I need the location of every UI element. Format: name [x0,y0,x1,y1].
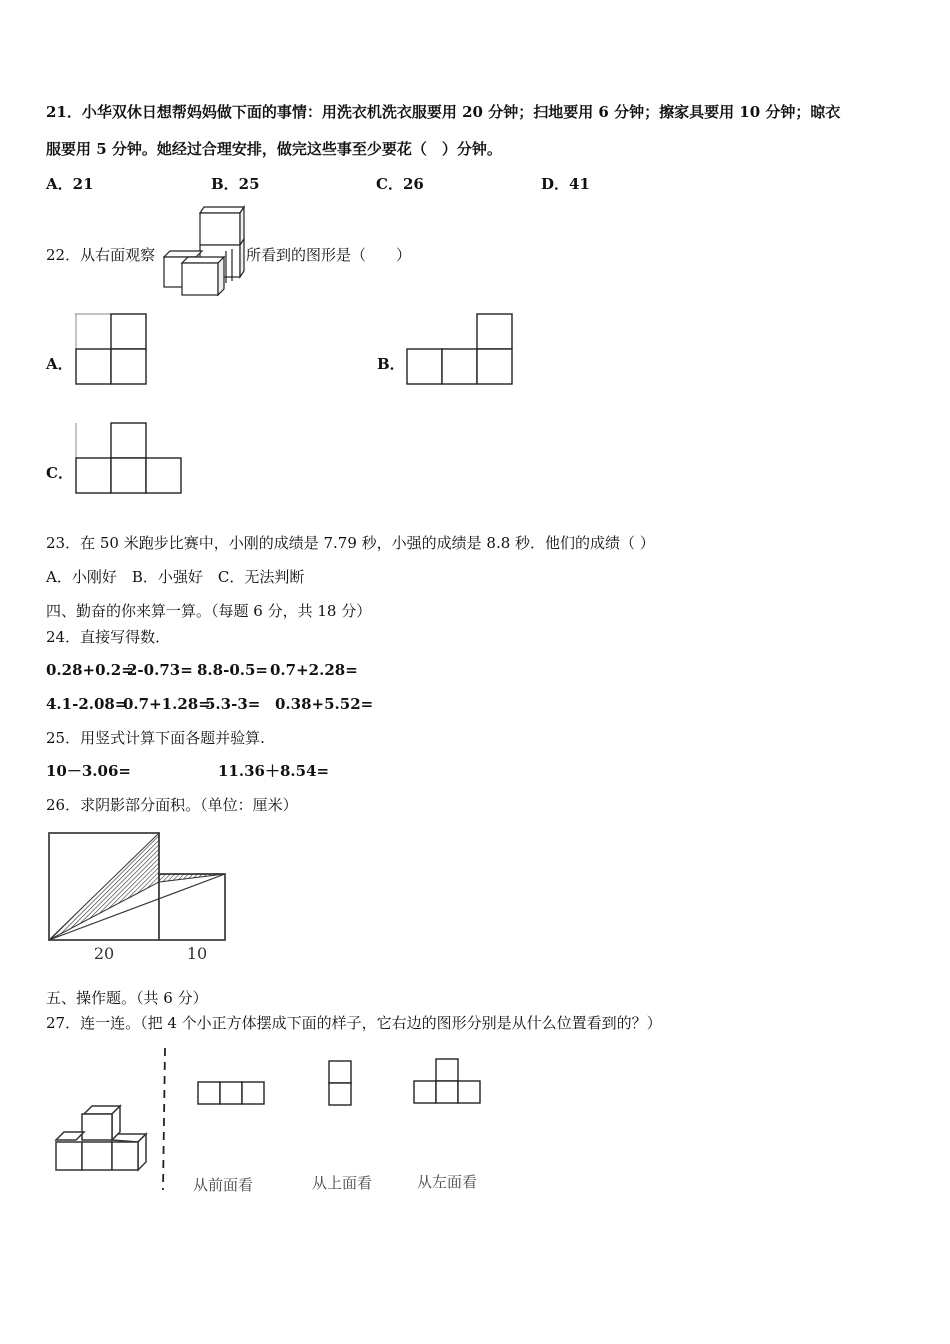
q21-stem-line1: 21．小华双休日想帮妈妈做下面的事情：用洗衣机洗衣服要用 20 分钟；扫地要用 6 分钟；擦家具要用 10 分钟；晾衣 [46,103,841,121]
view-label-left: 从左面看 [417,1173,478,1191]
q23-stem: 23．在 50 米跑步比赛中，小刚的成绩是 7.79 秒，小强的成绩是 8.8 秒．他们的成绩（ ） [46,534,655,552]
q25-item: 10－3.06= [46,762,131,780]
q26-shaded-area-figure [44,828,234,968]
q27-stem: 27．连一连。（把 4 个小正方体摆成下面的样子，它右边的图形分别是从什么位置看到的？） [46,1014,662,1032]
section4-title: 四、勤奋的你来算一算。（每题 6 分，共 18 分） [46,602,372,620]
q21-stem-line2: 服要用 5 分钟。她经过合理安排，做完这些事至少要花（ ）分钟。 [46,140,502,158]
q26-dim-left: 20 [93,944,115,963]
view-label-top: 从上面看 [312,1174,373,1192]
q26-stem: 26．求阴影部分面积。（单位：厘米） [46,796,298,814]
section5-title: 五、操作题。（共 6 分） [46,989,208,1007]
q22-option-a[interactable]: A． [46,355,73,373]
q22-option-c[interactable]: C． [46,464,73,482]
q22-cube-figure [162,205,248,297]
q24-item: 0.38+5.52= [275,695,374,713]
divider-dashed-line [160,1046,170,1192]
q24-item: 5.3-3= [205,695,261,713]
q25-stem: 25．用竖式计算下面各题并验算. [46,729,265,747]
q22-stem-b: 所看到的图形是（ ） [246,246,412,264]
q26-dim-right: 10 [186,944,208,963]
q24-item: 0.7+2.28= [270,661,358,679]
q24-item: 4.1-2.08= [46,695,128,713]
q24-item: 8.8-0.5= [197,661,268,679]
q22-option-c-figure [74,421,186,497]
q22-option-a-figure [74,312,150,388]
view-left-figure[interactable] [412,1057,484,1107]
q24-item: 2-0.73= [127,661,193,679]
view-front-figure[interactable] [196,1080,268,1108]
q22-option-b-figure [405,312,517,388]
q21-option-d[interactable]: D．41 [541,175,590,193]
q27-cube-stack-figure [52,1104,150,1178]
q21-option-b[interactable]: B．25 [211,175,260,193]
q25-item: 11.36＋8.54= [218,762,330,780]
view-label-front: 从前面看 [193,1176,254,1194]
view-top-figure[interactable] [327,1059,355,1109]
q24-item: 0.28+0.2= [46,661,134,679]
q22-stem-a: 22．从右面观察 [46,246,156,264]
q22-option-b[interactable]: B． [377,355,405,373]
q24-item: 0.7+1.28= [123,695,211,713]
q21-option-a[interactable]: A．21 [46,175,94,193]
q23-options[interactable]: A．小刚好 B．小强好 C．无法判断 [46,568,305,586]
q21-option-c[interactable]: C．26 [376,175,424,193]
q24-stem: 24．直接写得数． [46,628,171,646]
